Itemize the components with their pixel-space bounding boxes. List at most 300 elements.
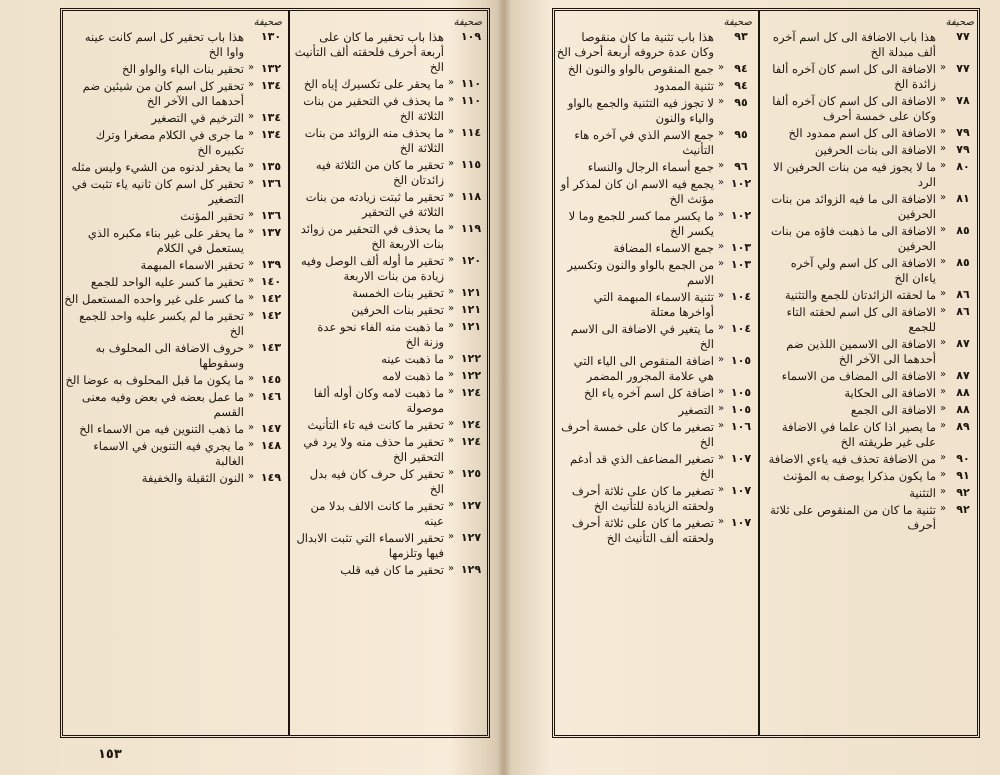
toc-entry-ditto-mark: « xyxy=(447,563,455,574)
column-header xyxy=(294,14,484,30)
toc-entry xyxy=(64,373,284,388)
toc-entry-title: ما ذهب التنوين فيه من الاسماء الخ xyxy=(79,422,244,436)
toc-entry-title: ما لحقته الزائدتان للجمع والتثنية xyxy=(784,288,936,302)
toc-entry-ditto-mark: « xyxy=(939,486,947,497)
column-header xyxy=(556,14,754,30)
toc-entry-page-number: ١٣٦ xyxy=(260,177,282,190)
toc-entry-title: تصغير ما كان على ثلاثة أحرف ولحقته ألف التأنيث الخ xyxy=(571,516,714,545)
toc-entry-page-number: ١٠٩ xyxy=(460,30,482,43)
toc-entry xyxy=(64,62,284,77)
toc-entry-title: تحقير بنات الخمسة xyxy=(352,286,444,300)
toc-entry-ditto-mark: « xyxy=(939,126,947,137)
toc-entry-ditto-mark: « xyxy=(447,531,455,542)
toc-entry xyxy=(64,471,284,486)
toc-entry-title: ما يحذف منه الزوائد من بنات الثلاثة الخ xyxy=(304,126,444,155)
toc-entry-page-number: ١٤٨ xyxy=(260,439,282,452)
toc-entry-title: ما جرى في الكلام مصغرا وترك تكبيره الخ xyxy=(95,128,244,157)
toc-entry-title: تحقير ما ثبتت زيادته من بنات الثلاثة في التحقير xyxy=(305,190,444,219)
toc-entry xyxy=(64,177,284,207)
toc-entry-title: ما يصير اذا كان علما في الاضافة على غير طريقته الخ xyxy=(781,420,936,449)
toc-entry xyxy=(556,160,754,175)
toc-entry-ditto-mark: « xyxy=(447,222,455,233)
toc-entry xyxy=(294,77,484,92)
toc-entry xyxy=(294,190,484,220)
right-page-column-left xyxy=(556,14,754,734)
toc-entry-page-number: ١٣٩ xyxy=(260,258,282,271)
toc-entry xyxy=(294,94,484,124)
toc-entry-page-number: ٨٥ xyxy=(956,256,970,269)
toc-entry xyxy=(64,258,284,273)
toc-entry-page-number: ٧٨ xyxy=(956,94,970,107)
toc-entry-ditto-mark: « xyxy=(447,386,455,397)
toc-entry xyxy=(764,420,976,450)
toc-entry-title: حروف الاضافة الى المحلوف به وسقوطها xyxy=(95,341,244,370)
toc-entry-page-number: ٩٥ xyxy=(734,96,748,109)
toc-entry-ditto-mark: « xyxy=(717,386,725,397)
toc-entry-page-number: ١٢٤ xyxy=(460,386,482,399)
toc-entry xyxy=(294,222,484,252)
toc-entry-page-number: ٩٠ xyxy=(956,452,970,465)
toc-entry-page-number: ١٤٩ xyxy=(260,471,282,484)
toc-entry-page-number: ٧٧ xyxy=(956,30,970,43)
toc-entry-page-number: ١٠٣ xyxy=(730,258,752,271)
toc-entry-ditto-mark: « xyxy=(717,403,725,414)
toc-entry-title: التثنية xyxy=(909,486,936,500)
toc-entry-title: ما ذهبت منه الفاء نحو عدة وزنة الخ xyxy=(317,320,444,349)
toc-entry-ditto-mark: « xyxy=(939,403,947,414)
toc-entry-title: تحقير كل اسم كان ثانيه ياء تثبت في التصغير xyxy=(71,177,244,206)
toc-entry-page-number: ١٤٠ xyxy=(260,275,282,288)
toc-entry-page-number: ١٤٢ xyxy=(260,292,282,305)
toc-entry-title: جمع أسماء الرجال والنساء xyxy=(587,160,714,174)
toc-entry-ditto-mark: « xyxy=(447,94,455,105)
toc-entry-ditto-mark: « xyxy=(447,303,455,314)
toc-entry-ditto-mark: « xyxy=(247,209,255,220)
toc-entry xyxy=(556,241,754,256)
toc-entry-page-number: ٩٦ xyxy=(734,160,748,173)
toc-entry-page-number: ١٢١ xyxy=(460,286,482,299)
toc-entry-page-number: ١٠٤ xyxy=(730,290,752,303)
toc-entry-page-number: ١١٠ xyxy=(460,77,482,90)
toc-entry xyxy=(556,128,754,158)
column-header xyxy=(764,14,976,30)
toc-entry xyxy=(294,386,484,416)
toc-entry-page-number: ١٤٥ xyxy=(260,373,282,386)
toc-entry-page-number: ١١٠ xyxy=(460,94,482,107)
toc-entry-title: الاضافة الى الاسمين اللذين ضم أحدهما الى الآخر الخ xyxy=(786,337,936,366)
toc-entry-ditto-mark: « xyxy=(447,126,455,137)
toc-entry-ditto-mark: « xyxy=(939,256,947,267)
toc-entry xyxy=(294,467,484,497)
toc-entry-ditto-mark: « xyxy=(939,337,947,348)
right-page xyxy=(552,8,992,768)
toc-entry-title: ما يحقر لدنوه من الشيء وليس مثله xyxy=(71,160,244,174)
toc-entry-title: جمع الاسماء المضافة xyxy=(613,241,714,255)
toc-entry-page-number: ١٣٤ xyxy=(260,128,282,141)
toc-entry-page-number: ١٣٢ xyxy=(260,62,282,75)
toc-entry-title: تحقير ما كانت فيه تاء التأنيث xyxy=(307,418,444,432)
toc-entry-ditto-mark: « xyxy=(247,422,255,433)
toc-entry-page-number: ٩١ xyxy=(956,469,970,482)
toc-entry-title: تحقير المؤنث xyxy=(180,209,244,223)
toc-entry xyxy=(764,192,976,222)
toc-entry-ditto-mark: « xyxy=(247,160,255,171)
toc-entry xyxy=(556,290,754,320)
toc-entry xyxy=(64,275,284,290)
toc-entry xyxy=(764,386,976,401)
toc-entry xyxy=(764,126,976,141)
left-page-column-right xyxy=(294,14,484,734)
toc-entry xyxy=(764,62,976,92)
toc-entry-ditto-mark: « xyxy=(247,226,255,237)
toc-entry-title: النون الثقيلة والخفيفة xyxy=(141,471,244,485)
toc-entry-ditto-mark: « xyxy=(717,452,725,463)
toc-entry xyxy=(64,79,284,109)
toc-entry-page-number: ٨٨ xyxy=(956,403,970,416)
toc-entry-ditto-mark: « xyxy=(939,469,947,480)
toc-entry-page-number: ٨١ xyxy=(956,192,970,205)
toc-entry xyxy=(764,256,976,286)
toc-entry-title: الاضافة الى ما ذهبت فاؤه من بنات الحرفين xyxy=(770,224,936,253)
toc-entry-title: تثنية الاسماء المبهمة التي أواخرها معتلة xyxy=(593,290,714,319)
toc-entry-title: تحقير ما أوله ألف الوصل وفيه زيادة من بنات الاربعة xyxy=(300,254,444,283)
toc-entry-ditto-mark: « xyxy=(717,290,725,301)
toc-entry-ditto-mark: « xyxy=(447,158,455,169)
toc-entry-page-number: ١٣٤ xyxy=(260,79,282,92)
toc-entry-page-number: ٨٠ xyxy=(956,160,970,173)
toc-entry-page-number: ٩٤ xyxy=(734,62,748,75)
toc-entry-ditto-mark: « xyxy=(717,62,725,73)
toc-entry xyxy=(764,160,976,190)
toc-entry xyxy=(556,177,754,207)
toc-entry xyxy=(64,341,284,371)
toc-entry xyxy=(64,226,284,256)
toc-entry-title: التصغير xyxy=(678,403,714,417)
toc-entry xyxy=(764,30,976,60)
toc-entry-page-number: ١٠٧ xyxy=(730,516,752,529)
toc-entry xyxy=(64,439,284,469)
column-header-label: صحيفة xyxy=(253,16,282,28)
toc-entry-title: جمع الاسم الذي في آخره هاء التأنيث xyxy=(574,128,714,157)
toc-entry xyxy=(556,79,754,94)
toc-entry-ditto-mark: « xyxy=(247,471,255,482)
toc-entry-ditto-mark: « xyxy=(447,190,455,201)
toc-entry-title: تحقير كل حرف كان فيه بدل الخ xyxy=(309,467,444,496)
toc-entry-ditto-mark: « xyxy=(939,62,947,73)
toc-entry-page-number: ٨٦ xyxy=(956,305,970,318)
toc-entry-ditto-mark: « xyxy=(717,516,725,527)
toc-entry-ditto-mark: « xyxy=(447,369,455,380)
toc-entry-ditto-mark: « xyxy=(717,258,725,269)
toc-entry-title: الاضافة الى ما فيه الزوائد من بنات الحرفين xyxy=(771,192,936,221)
toc-entry-ditto-mark: « xyxy=(717,484,725,495)
left-page-column-left xyxy=(64,14,284,734)
toc-entry-ditto-mark: « xyxy=(247,390,255,401)
toc-entry-ditto-mark: « xyxy=(447,467,455,478)
toc-entry xyxy=(294,418,484,433)
toc-entry-ditto-mark: « xyxy=(939,288,947,299)
toc-entry-page-number: ١١٥ xyxy=(460,158,482,171)
toc-entry-page-number: ١٠٢ xyxy=(730,209,752,222)
toc-entry-title: هذا باب الاضافة الى كل اسم آخره ألف مبدلة الخ xyxy=(772,30,936,59)
toc-entry-ditto-mark: « xyxy=(939,143,947,154)
toc-entry-title: تثنية ما كان من المنقوص على ثلاثة أحرف xyxy=(770,503,936,532)
toc-entry xyxy=(764,469,976,484)
toc-entry-page-number: ٩٤ xyxy=(734,79,748,92)
toc-entry-title: تحقير بنات الياء والواو الخ xyxy=(121,62,244,76)
toc-entry-title: تثنية الممدود xyxy=(653,79,714,93)
toc-entry-ditto-mark: « xyxy=(939,386,947,397)
toc-entry xyxy=(556,30,754,60)
toc-entry-title: هذا باب تحقير كل اسم كانت عينه واوا الخ xyxy=(84,30,244,59)
toc-entry-title: الاضافة الى كل اسم لحقته التاء للجمع xyxy=(786,305,936,334)
toc-entry-title: ما يكسر مما كسر للجمع وما لا يكسر الخ xyxy=(568,209,714,238)
left-page xyxy=(50,8,490,768)
toc-entry-title: تحقير ما كانت الالف بدلا من عينه xyxy=(310,499,444,528)
toc-entry-ditto-mark: « xyxy=(717,420,725,431)
toc-entry-page-number: ٨٥ xyxy=(956,224,970,237)
toc-entry xyxy=(556,386,754,401)
toc-entry-title: ما لا يجوز فيه من بنات الحرفين الا الرد xyxy=(773,160,936,189)
toc-entry-title: هذا باب تحقير ما كان على أربعة أحرف فلحقته ألف التأنيث الخ xyxy=(294,30,444,74)
toc-entry-title: لا تجوز فيه التثنية والجمع بالواو والياء والنون xyxy=(567,96,714,125)
toc-entry-page-number: ١٢٤ xyxy=(460,418,482,431)
toc-entry xyxy=(556,516,754,546)
toc-entry xyxy=(294,369,484,384)
toc-entry-title: تصغير ما كان على ثلاثة أحرف ولحقته الزيادة للتأنيث الخ xyxy=(571,484,714,513)
toc-entry-page-number: ١١٨ xyxy=(460,190,482,203)
toc-entry-page-number: ١٤٢ xyxy=(260,309,282,322)
toc-entry-page-number: ١٢٠ xyxy=(460,254,482,267)
toc-entry-page-number: ١٢٤ xyxy=(460,435,482,448)
toc-entry-page-number: ١٠٧ xyxy=(730,484,752,497)
toc-entry-title: الاضافة الى الجمع xyxy=(850,403,936,417)
toc-entry xyxy=(556,209,754,239)
toc-entry-page-number: ١٠٥ xyxy=(730,386,752,399)
toc-entry-title: الترخيم في التصغير xyxy=(151,111,244,125)
toc-entry-title: الاضافة الى الحكاية xyxy=(844,386,936,400)
toc-entry-title: الاضافة الى بنات الحرفين xyxy=(814,143,936,157)
toc-entry-title: تحقير كل اسم كان من شيئين ضم أحدهما الى الآخر الخ xyxy=(82,79,244,108)
toc-entry xyxy=(764,369,976,384)
toc-entry-page-number: ١٠٥ xyxy=(730,403,752,416)
toc-entry-page-number: ٨٩ xyxy=(956,420,970,433)
toc-entry-title: تصغير المضاعف الذي قد أدغم الخ xyxy=(569,452,714,481)
toc-entry xyxy=(64,111,284,126)
toc-entry-title: الاضافة الى كل اسم كان آخره ألفا زائدة الخ xyxy=(772,62,936,91)
toc-entry-ditto-mark: « xyxy=(717,96,725,107)
toc-entry-page-number: ١٢١ xyxy=(460,303,482,316)
toc-entry-page-number: ١٠٥ xyxy=(730,354,752,367)
toc-entry-ditto-mark: « xyxy=(447,254,455,265)
toc-entry xyxy=(294,352,484,367)
toc-entry-page-number: ٧٩ xyxy=(956,126,970,139)
toc-entry-page-number: ١٠٢ xyxy=(730,177,752,190)
toc-entry-page-number: ٩٣ xyxy=(734,30,748,43)
toc-entry xyxy=(764,305,976,335)
toc-entry-ditto-mark: « xyxy=(247,177,255,188)
toc-entry-page-number: ٨٦ xyxy=(956,288,970,301)
toc-entry xyxy=(764,486,976,501)
column-header-label: صحيفة xyxy=(453,16,482,28)
toc-entry-title: تحقير ما حذف منه ولا يرد في التحقير الخ xyxy=(303,435,444,464)
toc-entry-page-number: ٩٥ xyxy=(734,128,748,141)
toc-entry-page-number: ١٠٤ xyxy=(730,322,752,335)
toc-entry-title: ما يجري فيه التنوين في الاسماء الغالبة xyxy=(93,439,244,468)
toc-entry-ditto-mark: « xyxy=(939,192,947,203)
toc-entry-ditto-mark: « xyxy=(247,309,255,320)
toc-entry-ditto-mark: « xyxy=(717,241,725,252)
toc-entry-ditto-mark: « xyxy=(447,286,455,297)
toc-entry-page-number: ٩٢ xyxy=(956,486,970,499)
toc-entry xyxy=(294,254,484,284)
toc-entry-ditto-mark: « xyxy=(447,320,455,331)
toc-entry-title: ما يحقر على غير بناء مكبره الذي يستعمل في الكلام xyxy=(87,226,244,255)
toc-entry-ditto-mark: « xyxy=(247,373,255,384)
column-header-label: صحيفة xyxy=(723,16,752,28)
right-page-column-right xyxy=(764,14,976,734)
toc-entry-page-number: ١٢٢ xyxy=(460,352,482,365)
toc-entry-ditto-mark: « xyxy=(717,322,725,333)
toc-entry xyxy=(64,128,284,158)
toc-entry-page-number: ٧٧ xyxy=(956,62,970,75)
toc-entry xyxy=(294,531,484,561)
toc-entry-page-number: ٨٨ xyxy=(956,386,970,399)
toc-entry-title: ما ذهبت لامه xyxy=(382,369,444,383)
toc-entry xyxy=(64,209,284,224)
toc-entry-ditto-mark: « xyxy=(447,77,455,88)
toc-entry xyxy=(764,452,976,467)
toc-entry-page-number: ١٣٦ xyxy=(260,209,282,222)
toc-entry-page-number: ١١٩ xyxy=(460,222,482,235)
toc-entry-ditto-mark: « xyxy=(939,160,947,171)
toc-entry-title: من الجمع بالواو والنون وتكسير الاسم xyxy=(567,258,714,287)
toc-entry-title: ما عمل بعضه في بعض وفيه معنى القسم xyxy=(81,390,244,419)
toc-entry-title: ما يكون مذكرا يوصف به المؤنث xyxy=(782,469,936,483)
toc-entry-page-number: ١٢٧ xyxy=(460,499,482,512)
toc-entry-ditto-mark: « xyxy=(247,128,255,139)
toc-entry-title: يجمع فيه الاسم ان كان لمذكر أو مؤنث الخ xyxy=(560,177,714,206)
toc-entry-title: جمع المنقوص بالواو والنون الخ xyxy=(567,62,714,76)
toc-entry-title: اضافة المنقوص الى الياء التي هي علامة المجرور المضمر xyxy=(573,354,714,383)
toc-entry-title: ما يتغير في الاضافة الى الاسم الخ xyxy=(570,322,714,351)
toc-entry-ditto-mark: « xyxy=(717,209,725,220)
toc-entry-page-number: ٨٧ xyxy=(956,337,970,350)
toc-entry-title: اضافة كل اسم آخره ياء الخ xyxy=(584,386,714,400)
toc-entry-ditto-mark: « xyxy=(247,275,255,286)
toc-entry-ditto-mark: « xyxy=(717,354,725,365)
toc-entry xyxy=(64,390,284,420)
toc-entry-page-number: ١٤٦ xyxy=(260,390,282,403)
toc-entry xyxy=(294,303,484,318)
toc-entry xyxy=(556,452,754,482)
toc-entry-title: تحقير الاسماء المبهمة xyxy=(140,258,244,272)
toc-entry-title: تحقير بنات الحرفين xyxy=(351,303,444,317)
toc-entry xyxy=(64,309,284,339)
toc-entry xyxy=(64,160,284,175)
toc-entry-title: ما ذهبت لامه وكان أوله ألفا موصولة xyxy=(313,386,444,415)
toc-entry xyxy=(764,403,976,418)
toc-entry xyxy=(764,288,976,303)
toc-entry-ditto-mark: « xyxy=(247,439,255,450)
toc-entry-page-number: ١٤٧ xyxy=(260,422,282,435)
toc-entry-ditto-mark: « xyxy=(247,341,255,352)
toc-entry xyxy=(64,422,284,437)
toc-entry-page-number: ١٢٧ xyxy=(460,531,482,544)
column-header-label: صحيفة xyxy=(945,16,974,28)
toc-entry-title: ما يحذف في التحقير من بنات الثلاثة الخ xyxy=(303,94,444,123)
toc-entry xyxy=(64,292,284,307)
toc-entry xyxy=(556,354,754,384)
toc-entry xyxy=(294,30,484,75)
toc-entry xyxy=(294,126,484,156)
toc-entry xyxy=(764,224,976,254)
toc-entry-ditto-mark: « xyxy=(939,305,947,316)
toc-entry-ditto-mark: « xyxy=(247,292,255,303)
toc-entry-title: الاضافة الى كل اسم ممدود الخ xyxy=(788,126,936,140)
toc-entry-page-number: ٨٧ xyxy=(956,369,970,382)
toc-entry-title: تحقير ما كسر عليه الواحد للجمع xyxy=(90,275,244,289)
toc-entry-ditto-mark: « xyxy=(717,160,725,171)
toc-entry xyxy=(764,143,976,158)
toc-entry xyxy=(294,286,484,301)
toc-entry-page-number: ١٠٣ xyxy=(730,241,752,254)
toc-entry-title: الاضافة الى كل اسم كان آخره ألفا وكان على خمسة أحرف xyxy=(772,94,936,123)
toc-entry-ditto-mark: « xyxy=(939,369,947,380)
toc-entry-title: هذا باب تثنية ما كان منقوصا وكان عدة حروفه أربعة أحرف الخ xyxy=(556,30,714,59)
toc-entry-page-number: ١٠٧ xyxy=(730,452,752,465)
toc-entry-title: ما يحذف في التحقير من زوائد بنات الاربعة الخ xyxy=(300,222,444,251)
toc-entry-ditto-mark: « xyxy=(939,503,947,514)
toc-entry xyxy=(764,94,976,124)
left-page-column-divider xyxy=(288,11,290,735)
toc-entry-ditto-mark: « xyxy=(447,352,455,363)
toc-entry xyxy=(556,322,754,352)
column-header xyxy=(64,14,284,30)
toc-entry-page-number: ١٢٥ xyxy=(460,467,482,480)
toc-entry xyxy=(556,258,754,288)
page-number: ١٥٣ xyxy=(98,747,122,762)
toc-entry-page-number: ١٣٥ xyxy=(260,160,282,173)
right-page-column-divider xyxy=(758,11,760,735)
toc-entry-title: الاضافة الى كل اسم ولي آخره ياءان الخ xyxy=(790,256,936,285)
toc-entry-ditto-mark: « xyxy=(939,452,947,463)
toc-entry-page-number: ١٣٧ xyxy=(260,226,282,239)
toc-entry-ditto-mark: « xyxy=(247,111,255,122)
toc-entry-title: تحقير ما لم يكسر عليه واحد للجمع الخ xyxy=(79,309,244,338)
toc-entry xyxy=(64,30,284,60)
toc-entry xyxy=(294,563,484,578)
toc-entry-ditto-mark: « xyxy=(447,499,455,510)
toc-entry-page-number: ١٢٢ xyxy=(460,369,482,382)
toc-entry-ditto-mark: « xyxy=(939,420,947,431)
toc-entry-page-number: ١٠٦ xyxy=(730,420,752,433)
toc-entry xyxy=(294,435,484,465)
toc-entry-page-number: ١٣٠ xyxy=(260,30,282,43)
toc-entry-page-number: ١١٤ xyxy=(460,126,482,139)
toc-entry xyxy=(556,420,754,450)
toc-entry-ditto-mark: « xyxy=(247,79,255,90)
toc-entry xyxy=(764,337,976,367)
toc-entry xyxy=(556,62,754,77)
toc-entry-title: ما يحقر على تكسيرك إياه الخ xyxy=(303,77,444,91)
toc-entry-ditto-mark: « xyxy=(447,418,455,429)
toc-entry xyxy=(294,320,484,350)
toc-entry-ditto-mark: « xyxy=(939,224,947,235)
toc-entry-title: ما يكون ما قبل المحلوف به عوضا الخ xyxy=(65,373,244,387)
toc-entry xyxy=(294,499,484,529)
toc-entry-page-number: ١٣٤ xyxy=(260,111,282,124)
